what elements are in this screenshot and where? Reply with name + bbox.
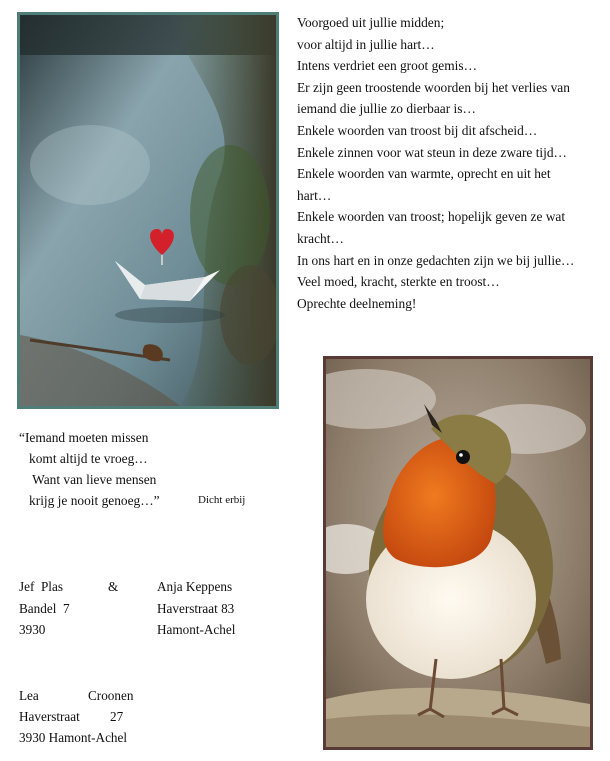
- poem-line: In ons hart en in onze gedachten zijn we bij jullie…: [297, 252, 575, 268]
- paper-boat-photo: [17, 12, 279, 409]
- sender1-left-street: Bandel 7: [19, 601, 70, 616]
- sender2-last-name: Croonen: [88, 688, 134, 703]
- poem-line: Er zijn geen troostende woorden bij het verlies van: [297, 79, 570, 95]
- poem-line: Voorgoed uit jullie midden;: [297, 15, 445, 30]
- sender1-left-city: 3930: [19, 622, 46, 637]
- quote-source: Dicht erbij: [198, 494, 246, 506]
- sender2-number: 27: [110, 709, 124, 724]
- condolence-poem: [297, 12, 602, 314]
- quote-line: komt altijd te vroeg…: [19, 451, 148, 466]
- quote-line: Want van lieve mensen: [19, 472, 157, 487]
- quote-line: krijg je nooit genoeg…”: [19, 493, 160, 508]
- sender1-right-city: Hamont-Achel: [157, 622, 236, 637]
- poem-line: Veel moed, kracht, sterkte en troost…: [297, 274, 500, 290]
- poem-line: kracht…: [297, 230, 344, 246]
- sender2-city: 3930 Hamont-Achel: [19, 730, 128, 745]
- poem-line: voor altijd in jullie hart…: [297, 36, 435, 52]
- sender2-first-name: Lea: [19, 688, 39, 703]
- poem-line: Intens verdriet een groot gemis…: [297, 58, 477, 74]
- ampersand: &: [108, 579, 119, 594]
- poem-line: Enkele woorden van troost; hopelijk geven ze wat: [297, 209, 566, 225]
- sender1-right-name: Anja Keppens: [157, 579, 233, 594]
- sender1-right-street: Haverstraat 83: [157, 601, 235, 616]
- poem-line: Oprechte deelneming!: [297, 295, 417, 311]
- sender1-left-name: Jef Plas: [19, 579, 63, 594]
- poem-line: Enkele woorden van warmte, oprecht en uit het: [297, 166, 551, 182]
- poem-line: iemand die jullie zo dierbaar is…: [297, 101, 476, 117]
- robin-photo: [323, 356, 593, 750]
- quote: [19, 427, 160, 511]
- poem-line: Enkele zinnen voor wat steun in deze zware tijd…: [297, 144, 567, 160]
- poem-line: hart…: [297, 187, 332, 203]
- quote-line: “Iemand moeten missen: [19, 430, 149, 445]
- poem-line: Enkele woorden van troost bij dit afscheid…: [297, 122, 538, 138]
- sender2-street: Haverstraat: [19, 709, 80, 724]
